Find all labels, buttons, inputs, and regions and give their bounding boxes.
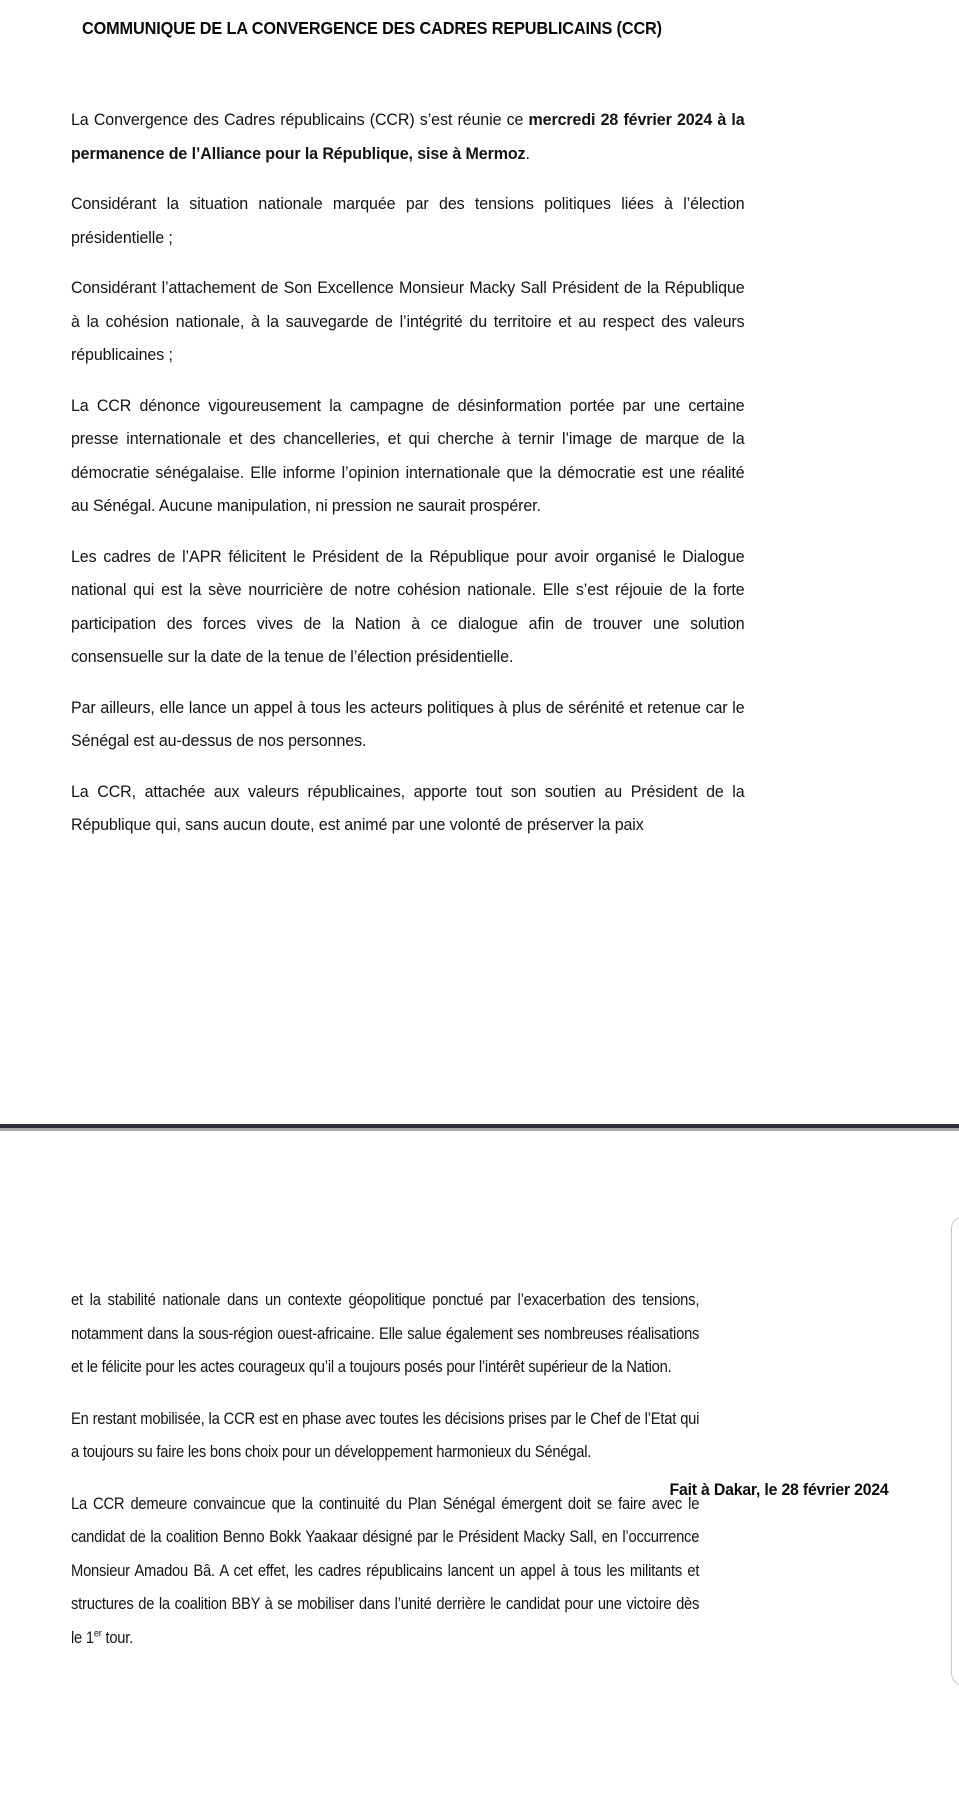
paragraph-opening-emphasis: mercredi 28 février 2024 à la permanence de l’Alliance pour la République, sise à Mermoz [71, 110, 745, 163]
paragraph-denonciation: La CCR dénonce vigoureusement la campagne de désinformation portée par une certaine presse internationale et des chancelleries, et qui cherche à ternir l’image de marque de la démocratie sénégalaise. Elle informe l’opinion internationale que la démocratie est une réalité au Sénégal. Aucune manipulation, ni pression ne saurait prospérer. [71, 395, 745, 515]
page-title: COMMUNIQUE DE LA CONVERGENCE DES CADRES REPUBLICAINS (CCR) [82, 18, 662, 38]
right-edge-overlay-panel[interactable] [951, 1216, 959, 1686]
paragraph-opening-lead: La Convergence des Cadres républicains (CCR) s’est réunie ce [71, 110, 529, 129]
page-2-body [71, 1284, 769, 1673]
paragraph-felicitations: Les cadres de l’APR félicitent le Président de la République pour avoir organisé le Dialogue national qui est la sève nourricière de notre cohésion nationale. Elle s’est réjouie de la forte participation des forces vives de la Nation à ce dialogue afin de trouver une solution consensuelle sur la date de la tenue de l’élection présidentielle. [71, 546, 745, 666]
paragraph-appel-serenite: Par ailleurs, elle lance un appel à tous les acteurs politiques à plus de sérénité et retenue car le Sénégal est au-dessus de nos personnes. [71, 697, 745, 750]
paragraph-soutien-president: La CCR, attachée aux valeurs républicaines, apporte tout son soutien au Président de la République qui, sans aucun doute, est animé par une volonté de préserver la paix [71, 781, 745, 834]
paragraph-considerant-2: Considérant l’attachement de Son Excellence Monsieur Macky Sall Président de la République à la cohésion nationale, à la sauvegarde de l’intégrité du territoire et au respect des valeurs républicaines ; [71, 278, 745, 364]
paragraph-candidat-bby-tail: tour. [101, 1628, 134, 1647]
paragraph-stabilite-nationale: et la stabilité nationale dans un contexte géopolitique ponctué par l’exacerbation des tensions, notamment dans la sous-région ouest-africaine. Elle salue également ses nombreuses réalisations et le félicite pour les actes courageux qu’il a toujours posés pour l’intérêt supérieur de la Nation. [71, 1291, 700, 1376]
ordinal-suffix: er [93, 1628, 102, 1640]
paragraph-considerant-1: Considérant la situation nationale marquée par des tensions politiques liées à l’élection présidentielle ; [71, 194, 745, 247]
signature-line: Fait à Dakar, le 28 février 2024 [669, 1480, 889, 1499]
paragraph-opening-tail: . [525, 143, 530, 163]
paragraph-mobilisation: En restant mobilisée, la CCR est en phase avec toutes les décisions prises par le Chef de l’Etat qui a toujours su faire les bons choix pour un développement harmonieux du Sénégal. [71, 1409, 700, 1461]
paragraph-opening [71, 103, 745, 170]
document-page-2 [0, 1131, 959, 1807]
paragraph-candidat-bby-text: La CCR demeure convaincue que la continuité du Plan Sénégal émergent doit se faire avec le candidat de la coalition Benno Bokk Yaakaar désigné par le Président Macky Sall, en l’occurrence Monsieur Amadou Bâ. A cet effet, les cadres républicains lancent un appel à tous les militants et structures de la coalition BBY à se mobiliser dans l’unité derrière le candidat pour une victoire dès le 1 [71, 1494, 700, 1647]
page-1-body [71, 103, 769, 842]
paragraph-candidat-bby [71, 1488, 699, 1656]
